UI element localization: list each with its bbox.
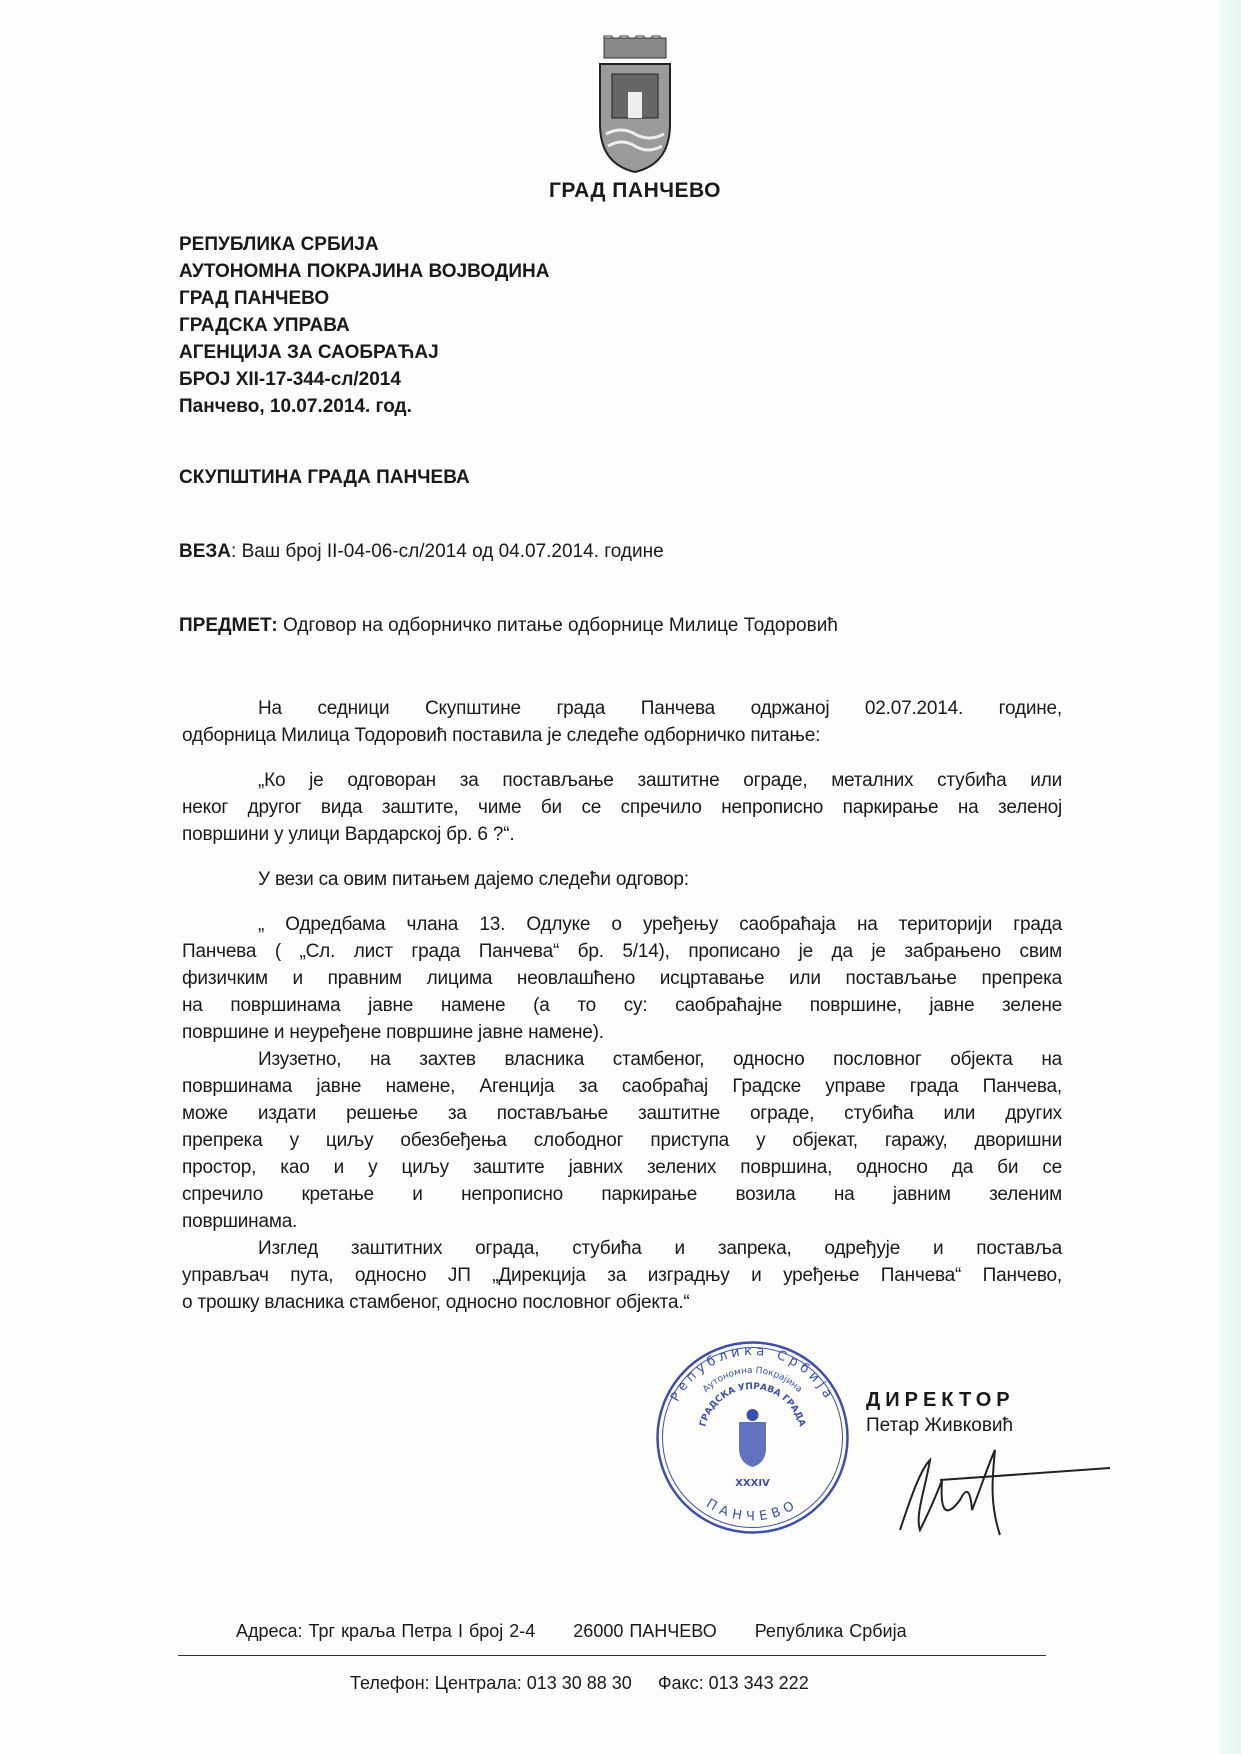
stamp-middle-text: ГРАДСКА УПРАВА ГРАДА [698, 1381, 807, 1428]
text-line: Панчева ( „Сл. лист града Панчева“ бр. 5/14), прописано је да је забрањено свим [182, 941, 1062, 962]
signatory-name: Петар Живковић [866, 1415, 1014, 1436]
text-line: простор, као и у циљу заштите јавних зелених површина, односно да би се [182, 1157, 1062, 1178]
country: Република Србија [754, 1621, 907, 1641]
header-line: АУТОНОМНА ПОКРАЈИНА ВОЈВОДИНА [179, 261, 550, 282]
text-line: физичким и правним лицима неовлашћено исцртавање или постављање препрека [182, 968, 1062, 989]
handwritten-signature [880, 1440, 1110, 1540]
paragraph-answer-intro [182, 866, 1062, 893]
text-line: У вези са овим питањем дајемо следећи одговор: [258, 869, 689, 890]
paragraph-answer-2 [182, 1046, 1062, 1235]
reference-text: : Ваш број II-04-06-сл/2014 од 04.07.2014. године [231, 541, 664, 562]
phone: Телефон: Централа: 013 30 88 30 [350, 1673, 632, 1693]
document-date: Панчево, 10.07.2014. год. [179, 396, 412, 417]
reference-label: ВЕЗА [179, 541, 232, 562]
header-line: РЕПУБЛИКА СРБИЈА [179, 234, 379, 255]
text-line: на површинама јавне намене (а то су: саобраћајне површине, јавне зелене [182, 995, 1062, 1016]
text-line: „ Одредбама члана 13. Одлуке о уређењу саобраћаја на територији града [258, 914, 1062, 935]
coat-of-arms-icon [592, 34, 678, 174]
postal-city: 26000 ПАНЧЕВО [573, 1621, 717, 1641]
text-line: површинама. [182, 1211, 298, 1232]
footer-contact [350, 1672, 835, 1694]
stamp-city-text: ПАНЧЕВО [703, 1496, 802, 1525]
header-line: ГРАД ПАНЧЕВО [179, 288, 330, 309]
text-line: Изглед заштитних ограда, стубића и запрека, одређује и поставља [258, 1238, 1062, 1259]
text-line: управљач пута, односно ЈП „Дирекција за изградњу и уређење Панчева“ Панчево, [182, 1265, 1062, 1286]
stamp-outer-text: Република Србија [668, 1343, 837, 1405]
scan-edge [1220, 0, 1241, 1754]
text-line: површине и неуређене површине јавне намене). [182, 1022, 604, 1043]
stamp-emblem-icon [739, 1422, 766, 1467]
city-title: ГРАД ПАНЧЕВО [549, 179, 721, 202]
text-line: спречило кретање и непрописно паркирање возила на јавним зеленим [182, 1184, 1062, 1205]
text-line: површини у улици Вардарској бр. 6 ?“. [182, 824, 515, 845]
text-line: површинама јавне намене, Агенција за саобраћај Градске управе града Панчева, [182, 1076, 1062, 1097]
footer-divider [178, 1655, 1046, 1656]
letter-body [182, 695, 1062, 1316]
reference [179, 540, 664, 564]
paragraph-question [182, 767, 1062, 848]
document-number: БРОЈ XII-17-344-сл/2014 [179, 369, 401, 390]
sender-header [179, 231, 549, 420]
official-stamp [655, 1340, 850, 1535]
stamp-inner-text: Аутономна Покрајина [701, 1365, 804, 1395]
text-line: неког другог вида заштите, чиме би се спречило непрописно паркирање на зеленој [182, 797, 1062, 818]
text-line: одборница Милица Тодоровић поставила је следеће одборничко питање: [182, 725, 821, 746]
header-line: АГЕНЦИЈА ЗА САОБРАЋАЈ [179, 342, 439, 363]
text-line: Изузетно, на захтев власника стамбеног, односно пословног објекта на [258, 1049, 1062, 1070]
text-line: може издати решење за постављање заштитне ограде, стубића или других [182, 1103, 1062, 1124]
signatory-title: ДИРЕКТОР [866, 1389, 1015, 1411]
text-line: „Ко је одговоран за постављање заштитне ограде, металних стубића или [258, 770, 1062, 791]
subject-label: ПРЕДМЕТ: [179, 615, 278, 636]
paragraph-intro [182, 695, 1062, 749]
stamp-number: XXXIV [735, 1478, 770, 1489]
paragraph-answer-3 [182, 1235, 1062, 1316]
text-line: препрека у циљу обезбеђења слободног приступа у објекат, гаражу, дворишни [182, 1130, 1062, 1151]
subject-text: Одговор на одборничко питање одборнице Милице Тодоровић [277, 615, 838, 636]
address: Адреса: Трг краља Петра I број 2-4 [236, 1621, 536, 1641]
subject [179, 614, 838, 638]
fax: Факс: 013 343 222 [657, 1673, 809, 1693]
text-line: о трошку власника стамбеног, односно пословног објекта.“ [182, 1292, 690, 1313]
recipient: СКУПШТИНА ГРАДА ПАНЧЕВА [179, 467, 470, 488]
footer-address [236, 1620, 945, 1642]
header-line: ГРАДСКА УПРАВА [179, 315, 350, 336]
text-line: На седници Скупштине града Панчева одржаној 02.07.2014. године, [258, 698, 1062, 719]
paragraph-answer-1 [182, 911, 1062, 1046]
